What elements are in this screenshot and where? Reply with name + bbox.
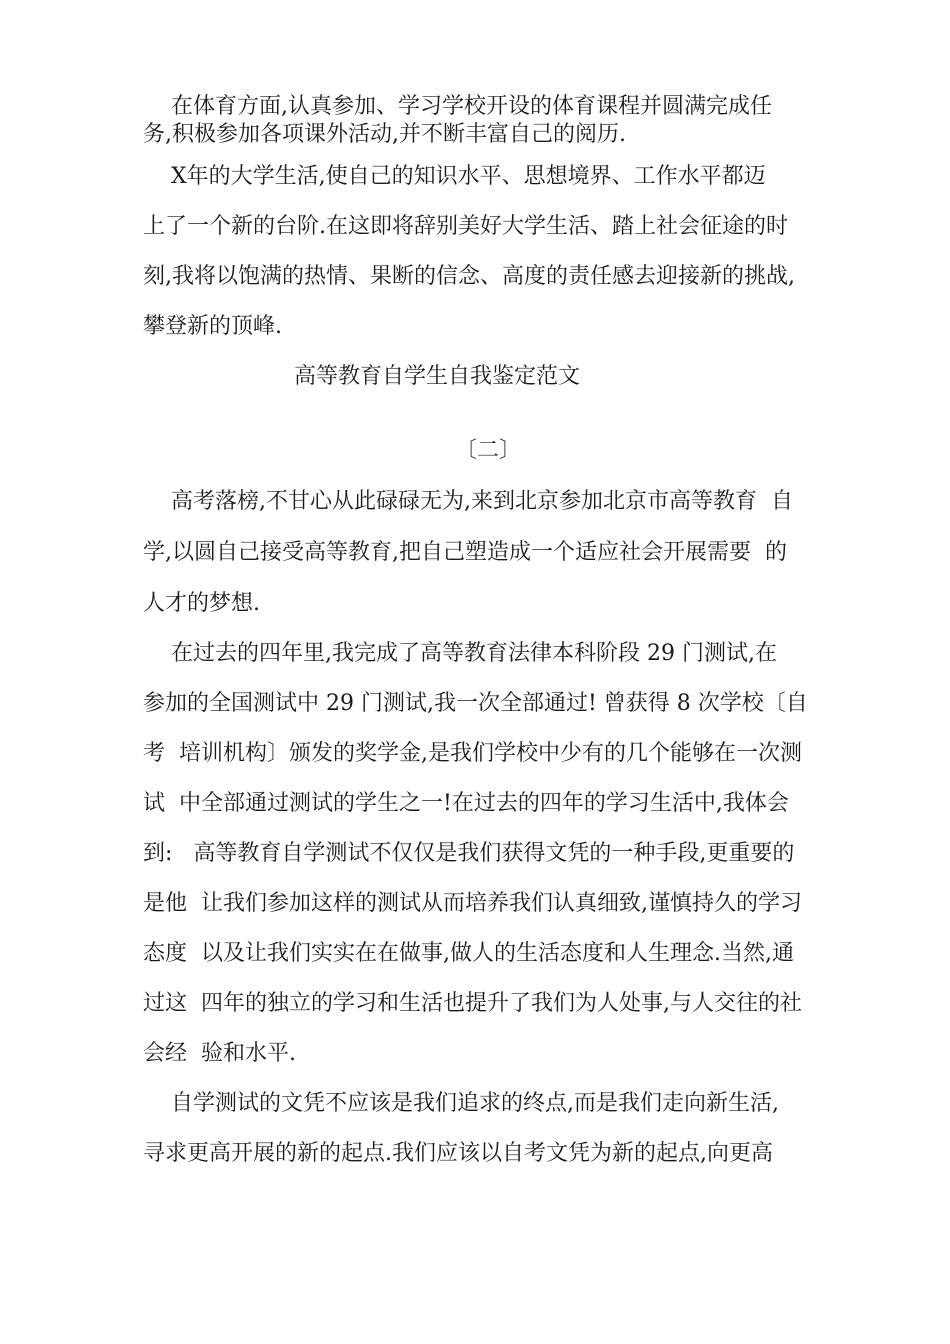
paragraph-4-line-4: 试 中全部通过测试的学生之一!在过去的四年的学习生活中,我体会 <box>143 791 789 816</box>
paragraph-2-line-2: 上了一个新的台阶.在这即将辞别美好大学生活、踏上社会征途的时 <box>143 214 788 239</box>
paragraph-4-line-8: 过这 四年的独立的学习和生活也提升了我们为人处事,与人交往的社 <box>143 991 802 1016</box>
paragraph-5-line-1: 自学测试的文凭不应该是我们追求的终点,而是我们走向新生活, <box>143 1091 779 1116</box>
paragraph-5-line-2: 寻求更高开展的新的起点.我们应该以自考文凭为新的起点,向更高 <box>143 1141 773 1166</box>
paragraph-4-line-2: 参加的全国测试中 29 门测试,我一次全部通过! 曾获得 8 次学校〔自 <box>143 691 808 716</box>
paragraph-4-line-7: 态度 以及让我们实实在在做事,做人的生活态度和人生理念.当然,通 <box>143 941 794 966</box>
paragraph-4-line-6: 是他 让我们参加这样的测试从而培养我们认真细致,谨慎持久的学习 <box>143 891 802 916</box>
paragraph-3-line-2: 学,以圆自己接受高等教育,把自己塑造成一个适应社会开展需要 的 <box>143 540 787 565</box>
paragraph-1-line-1: 在体育方面,认真参加、学习学校开设的体育课程并圆满完成任 <box>143 94 772 119</box>
document-subtitle: 〔二〕 <box>455 438 522 463</box>
paragraph-3-line-3: 人才的梦想. <box>143 591 260 616</box>
paragraph-4-line-1: 在过去的四年里,我完成了高等教育法律本科阶段 29 门测试,在 <box>143 641 777 666</box>
paragraph-4-line-5: 到: 高等教育自学测试不仅仅是我们获得文凭的一种手段,更重要的 <box>143 841 795 866</box>
paragraph-3-line-1: 高考落榜,不甘心从此碌碌无为,来到北京参加北京市高等教育 自 <box>143 489 793 514</box>
paragraph-2-line-1: X年的大学生活,使自己的知识水平、思想境界、工作水平都迈 <box>143 164 766 189</box>
paragraph-2-line-3: 刻,我将以饱满的热情、果断的信念、高度的责任感去迎接新的挑战, <box>143 264 795 289</box>
paragraph-1-line-2: 务,积极参加各项课外活动,并不断丰富自己的阅历. <box>143 122 626 147</box>
paragraph-4-line-3: 考 培训机构〕颁发的奖学金,是我们学校中少有的几个能够在一次测 <box>143 741 802 766</box>
paragraph-4-line-9: 会经 验和水平. <box>143 1041 296 1066</box>
document-title: 高等教育自学生自我鉴定范文 <box>294 364 581 389</box>
paragraph-2-line-4: 攀登新的顶峰. <box>143 314 282 339</box>
